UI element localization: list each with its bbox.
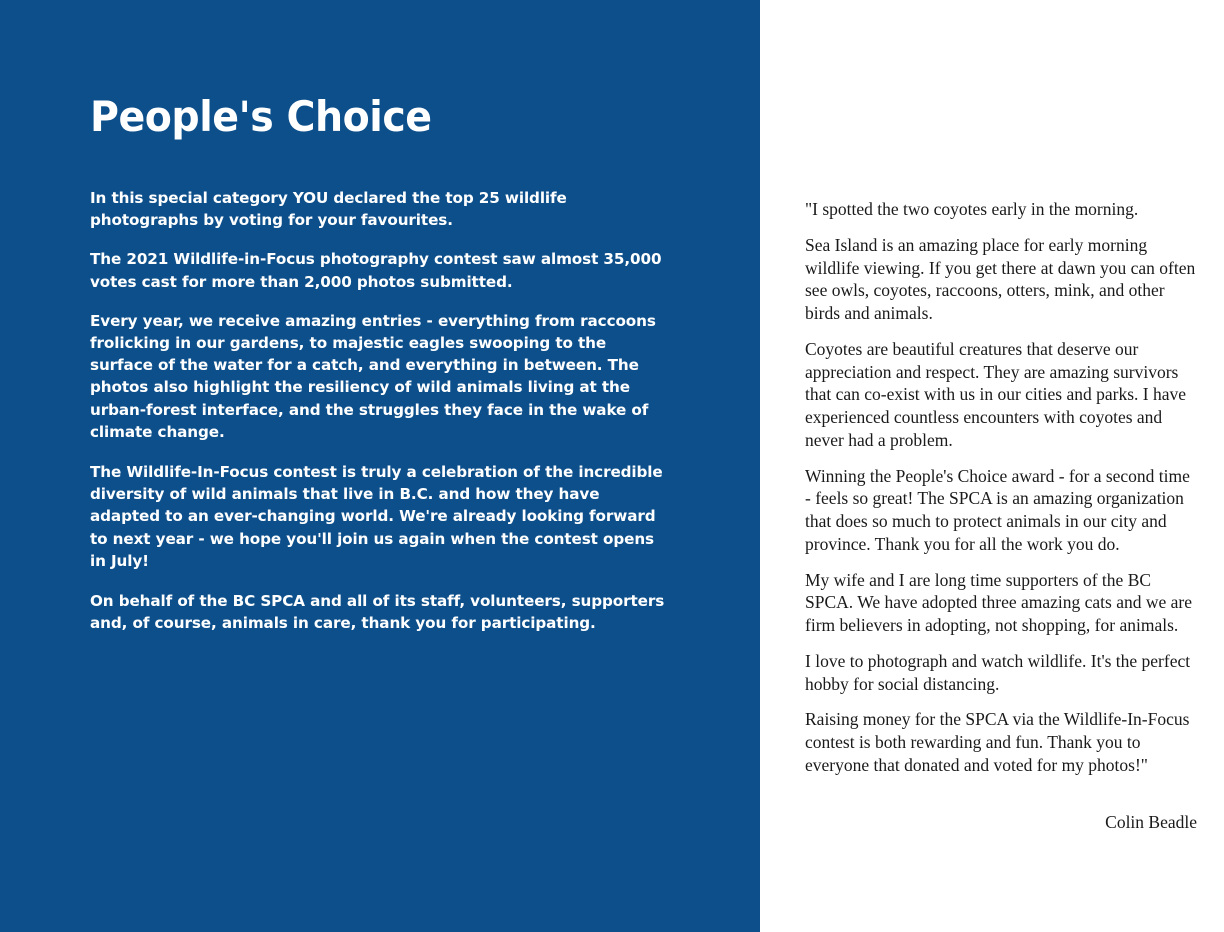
quote-paragraph-1: "I spotted the two coyotes early in the morning. (805, 199, 1139, 219)
intro-paragraph-3: Every year, we receive amazing entries - everything from raccoons frolicking in our gardens, to majestic eagles swooping to the surface of the water for a catch, and everything in between. The photos also highlight the resiliency of wild animals living at the urban-forest interface, and the struggles they face in the wake of climate change. (90, 311, 656, 441)
intro-paragraph-5: On behalf of the BC SPCA and all of its staff, volunteers, supporters and, of course, animals in care, thank you for participating. (90, 591, 665, 633)
quote-attribution: Colin Beadle (1105, 811, 1197, 832)
intro-paragraph-4: The Wildlife-In-Focus contest is truly a celebration of the incredible diversity of wild animals that live in B.C. and how they have adapted to an ever-changing world. We're already looking forward to next year - we hope you'll join us again when the contest opens in July! (90, 462, 663, 570)
quote-paragraph-3: Coyotes are beautiful creatures that deserve our appreciation and respect. They are amazing survivors that can co-exist with us in our cities and parks. I have experienced countless encounters with coyotes and never had a problem. (805, 338, 1187, 450)
intro-paragraph-2: The 2021 Wildlife-in-Focus photography contest saw almost 35,000 votes cast for more than 2,000 photos submitted. (90, 250, 662, 291)
quote-content-block (805, 198, 1197, 833)
intro-paragraph-1: In this special category YOU declared the top 25 wildlife photographs by voting for your favourites. (90, 189, 567, 230)
quote-paragraph-7: Raising money for the SPCA via the Wildlife-In-Focus contest is both rewarding and fun. Thank you to everyone that donated and voted for my photos!" (805, 709, 1190, 775)
right-white-panel (760, 0, 1224, 932)
quote-paragraph-6: I love to photograph and watch wildlife. It's the perfect hobby for social distancing. (805, 650, 1191, 694)
left-content-block (90, 92, 665, 652)
page-title: People's Choice (90, 92, 432, 141)
quote-paragraph-4: Winning the People's Choice award - for a second time - feels so great! The SPCA is an amazing organization that does so much to protect animals in our city and province. Thank you for all the work you do. (805, 465, 1190, 554)
quote-paragraph-2: Sea Island is an amazing place for early morning wildlife viewing. If you get there at dawn you can often see owls, coyotes, raccoons, otters, mink, and other birds and animals. (805, 234, 1196, 323)
quote-paragraph-5: My wife and I are long time supporters of the BC SPCA. We have adopted three amazing cats and we are firm believers in adopting, not shopping, for animals. (805, 569, 1193, 635)
